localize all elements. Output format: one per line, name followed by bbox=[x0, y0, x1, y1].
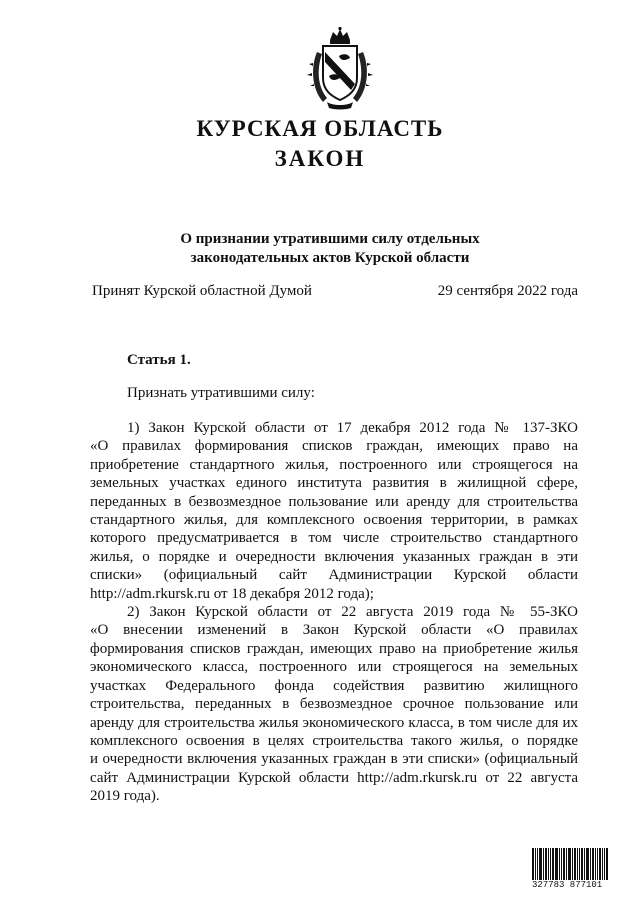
subject-line: О признании утратившими силу отдельных bbox=[180, 231, 480, 247]
item-2-line: комплексного освоения в целях строительства такого жилья, о порядке bbox=[90, 732, 578, 749]
item-2-line: формирования списков граждан, имеющих право на приобретение жилья bbox=[90, 640, 578, 657]
coat-of-arms-icon bbox=[303, 26, 377, 112]
law-subject-title bbox=[120, 230, 540, 268]
item-1-line: жилья, о порядке и очередности включения указанных граждан в эти bbox=[90, 548, 578, 565]
item-2-line: экономического класса, построенного или строящегося на земельных bbox=[90, 659, 578, 676]
region-title: КУРСКАЯ ОБЛАСТЬ bbox=[196, 116, 444, 141]
barcode-bars bbox=[532, 848, 624, 880]
item-2-line: строительства, переданных в безвозмездное срочное пользование или bbox=[90, 696, 578, 713]
item-1-line: которого предусматривается в том числе строительство стандартного bbox=[90, 530, 578, 547]
item-2-line: аренду для строительства жилья экономического класса, в том числе для их bbox=[90, 714, 578, 731]
barcode-number: 327783 877101 bbox=[532, 880, 603, 890]
subject-line: законодательных актов Курской области bbox=[190, 250, 470, 266]
item-2-line: 2) Закон Курской области от 22 августа 2019 года № 55-ЗКО bbox=[127, 604, 578, 621]
item-1-line: «О правилах формирования списков граждан, имеющих право на bbox=[90, 438, 578, 455]
item-2-line: участках Федерального фонда содействия развитию жилищного bbox=[90, 677, 578, 694]
item-1-line: стандартного жилья, для комплексного освоения территории, в рамках bbox=[90, 512, 578, 529]
item-1-line: земельных участках единого института развития в жилищной сфере, bbox=[90, 475, 578, 492]
item-1-line: списки» (официальный сайт Администрации Курской области bbox=[90, 567, 578, 584]
item-1-line: http://adm.rkursk.ru от 18 декабря 2012 года); bbox=[90, 585, 374, 602]
document-type-title: ЗАКОН bbox=[274, 146, 366, 171]
article-items bbox=[90, 419, 578, 806]
adoption-date: 29 сентября 2022 года bbox=[437, 283, 578, 299]
item-1-line: 1) Закон Курской области от 17 декабря 2012 года № 137-ЗКО bbox=[127, 420, 578, 436]
adoption-line bbox=[92, 283, 578, 300]
item-1-line: переданных в безвозмездное пользование или аренду для строительства bbox=[90, 493, 578, 510]
article-title: Статья 1. bbox=[127, 352, 191, 368]
item-2-line: «О внесении изменений в Закон Курской области «О правилах bbox=[90, 622, 578, 639]
item-2-line: и очередности включения указанных граждан в эти списки» (официальный bbox=[90, 751, 578, 768]
barcode bbox=[532, 848, 624, 892]
article-intro: Признать утратившими силу: bbox=[127, 385, 315, 401]
item-2-line: сайт Администрации Курской области http://adm.rkursk.ru от 22 августа bbox=[90, 769, 578, 786]
item-2-line: 2019 года). bbox=[90, 788, 160, 805]
item-1-line: приобретение стандартного жилья, построенного или строящегося на bbox=[90, 456, 578, 473]
adopted-by: Принят Курской областной Думой bbox=[92, 283, 312, 299]
